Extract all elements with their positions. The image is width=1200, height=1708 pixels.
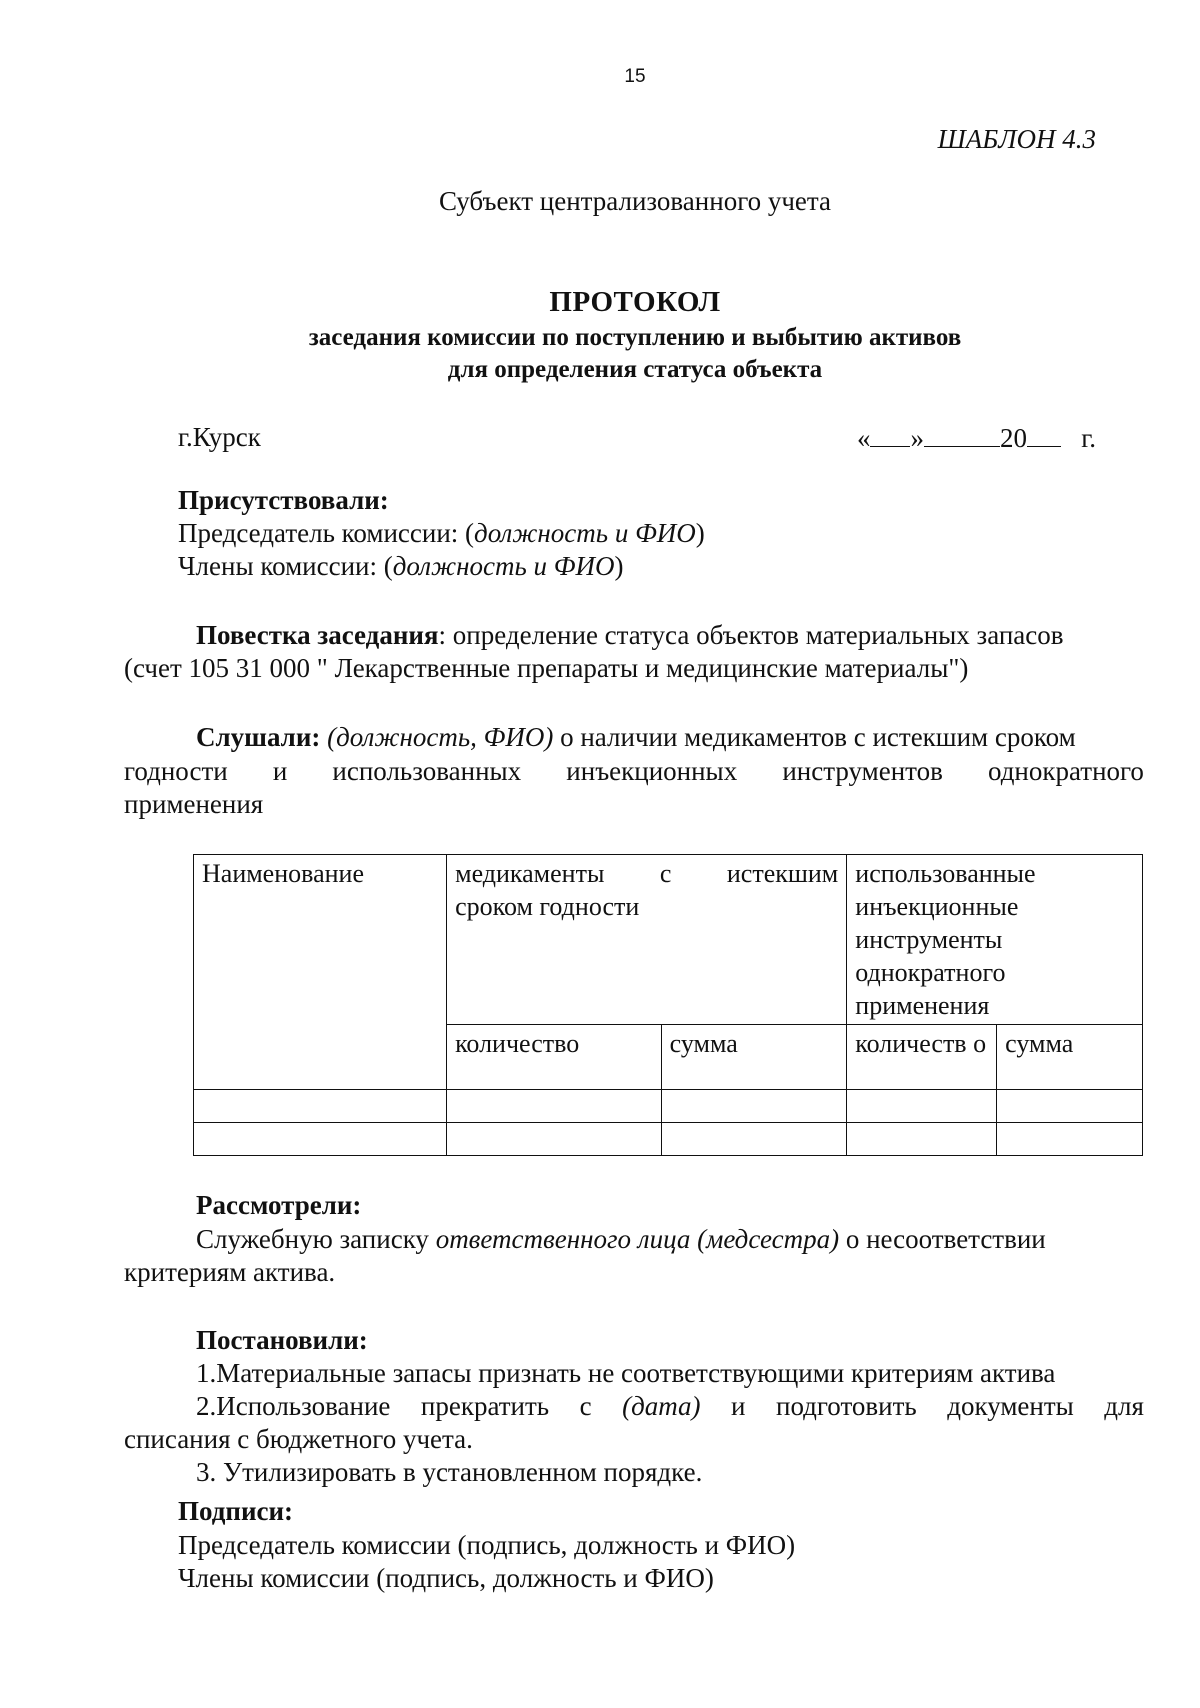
- table-cell[interactable]: [447, 1123, 662, 1156]
- table-row: [194, 1090, 1143, 1123]
- year-prefix: 20: [999, 423, 1027, 453]
- decided-item2-line1: [196, 1391, 1144, 1422]
- heard-word: и: [272, 756, 288, 786]
- decided-item1: 1.Материальные запасы признать не соответствующими критериям актива: [196, 1358, 1056, 1388]
- document-subtitle-line1: заседания комиссии по поступлению и выбытию активов: [308, 324, 962, 351]
- table-cell[interactable]: [447, 1090, 662, 1123]
- year-suffix: г.: [1081, 423, 1096, 453]
- decided-word: 2.Использование: [196, 1391, 391, 1421]
- signature-members: Члены комиссии (подпись, должность и ФИО): [178, 1563, 714, 1593]
- date-field: [857, 422, 1096, 454]
- template-label: ШАБЛОН 4.3: [937, 124, 1096, 154]
- decided-item3: 3. Утилизировать в установленном порядке.: [196, 1457, 703, 1487]
- chairman-label: Председатель комиссии: (: [178, 518, 475, 548]
- header-used-instruments-group: использованные инъекционные инструменты однократного применения: [847, 855, 1143, 1025]
- subheader-qty-1: количество: [447, 1025, 662, 1090]
- date-quote-open: «: [856, 423, 871, 453]
- table-cell[interactable]: [661, 1123, 847, 1156]
- city: г.Курск: [178, 422, 261, 452]
- heard-hint: (должность, ФИО): [327, 722, 554, 752]
- table-cell[interactable]: [847, 1090, 997, 1123]
- members-hint: должность и ФИО: [392, 551, 615, 581]
- considered-line2: критериям актива.: [124, 1257, 336, 1287]
- table-cell[interactable]: [847, 1123, 997, 1156]
- decided-word: для: [1104, 1391, 1144, 1421]
- expired-word: медикаменты: [455, 859, 605, 888]
- table-header-row: [194, 855, 1143, 1025]
- year-blank: [1027, 422, 1061, 447]
- heard-line3: применения: [124, 789, 264, 819]
- expired-group-line2: сроком годности: [455, 892, 640, 921]
- agenda-label: Повестка заседания: [196, 620, 439, 650]
- heard-label: Слушали:: [196, 722, 321, 752]
- heard-word: годности: [124, 756, 228, 786]
- chairman-close: ): [695, 518, 705, 548]
- decided-word: подготовить: [776, 1391, 917, 1421]
- table-cell[interactable]: [194, 1123, 447, 1156]
- considered-text-a: Служебную записку: [196, 1224, 436, 1254]
- attendees-heading: Присутствовали:: [178, 485, 389, 515]
- header-name: Наименование: [194, 855, 447, 1090]
- header-expired-group: [447, 855, 847, 1025]
- table-cell[interactable]: [997, 1090, 1143, 1123]
- expired-group-line1: [455, 857, 838, 890]
- heard-line2: [124, 756, 1144, 787]
- page-number: 15: [624, 66, 646, 87]
- heard-word: использованных: [332, 756, 522, 786]
- heard-word: инструментов: [782, 756, 943, 786]
- day-blank: [870, 422, 910, 447]
- heard-line1: [196, 722, 1076, 753]
- month-blank: [924, 422, 1000, 447]
- members-label: Члены комиссии: (: [178, 551, 393, 581]
- document-title: ПРОТОКОЛ: [549, 286, 721, 318]
- expired-word: с: [659, 859, 672, 888]
- attendees-members: [178, 551, 623, 582]
- table-cell[interactable]: [997, 1123, 1143, 1156]
- subheader-sum-1: сумма: [661, 1025, 847, 1090]
- attendees-chairman: [178, 518, 705, 549]
- agenda-line2: (счет 105 31 000 " Лекарственные препараты и медицинские материалы"): [124, 653, 969, 683]
- medications-table: [193, 854, 1143, 1156]
- heard-text1: о наличии медикаментов с истекшим сроком: [553, 722, 1076, 752]
- date-quote-close: »: [910, 423, 924, 453]
- decided-word: и: [731, 1391, 746, 1421]
- considered-line1: [196, 1224, 1046, 1255]
- decided-item2-line2: списания с бюджетного учета.: [124, 1424, 473, 1454]
- decided-heading: Постановили:: [196, 1325, 368, 1355]
- expired-word: истекшим: [726, 859, 839, 888]
- considered-heading: Рассмотрели:: [196, 1190, 362, 1220]
- considered-hint: ответственного лица (медсестра): [435, 1224, 840, 1254]
- agenda-text1: : определение статуса объектов материальных запасов: [438, 620, 1064, 650]
- agenda-line1: [196, 620, 1064, 651]
- document-subtitle-line2: для определения статуса объекта: [447, 356, 823, 383]
- heard-word: однократного: [987, 756, 1144, 786]
- considered-text-b: о несоответствии: [839, 1224, 1046, 1254]
- signatures-heading: Подписи:: [178, 1496, 294, 1526]
- decided-word: с: [579, 1391, 592, 1421]
- subject-heading: Субъект централизованного учета: [438, 186, 832, 216]
- heard-word: инъекционных: [566, 756, 738, 786]
- decided-word: прекратить: [420, 1391, 550, 1421]
- members-close: ): [614, 551, 624, 581]
- chairman-hint: должность и ФИО: [474, 518, 696, 548]
- table-row: [194, 1123, 1143, 1156]
- decided-date-hint: (дата): [622, 1391, 701, 1421]
- table-cell[interactable]: [194, 1090, 447, 1123]
- signature-chairman: Председатель комиссии (подпись, должность и ФИО): [178, 1530, 796, 1560]
- subheader-sum-2: сумма: [997, 1025, 1143, 1090]
- subheader-qty-2: количеств о: [847, 1025, 997, 1090]
- decided-word: документы: [947, 1391, 1074, 1421]
- table-cell[interactable]: [661, 1090, 847, 1123]
